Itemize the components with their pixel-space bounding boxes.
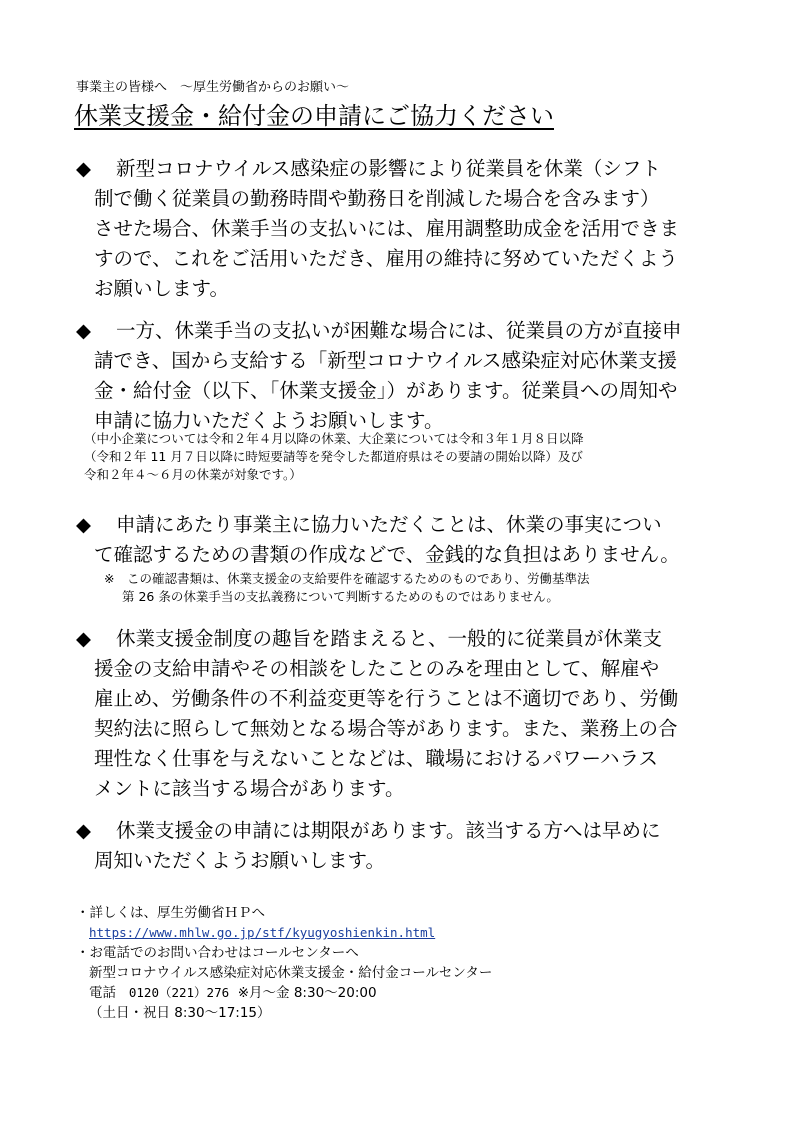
paragraph-2 <box>76 316 726 436</box>
paragraph-3-note <box>104 570 589 606</box>
paragraph-line: ◆ 休業支援金制度の趣旨を踏まえると、一般的に従業員が休業支 <box>76 624 726 654</box>
diamond-bullet-icon: ◆ <box>76 627 91 650</box>
paragraph-line: ◆ 一方、休業手当の支払いが困難な場合には、従業員の方が直接申 <box>76 316 726 346</box>
paragraph-line: お願いします。 <box>94 277 229 300</box>
diamond-bullet-icon: ◆ <box>76 513 91 536</box>
phone-label: ・お電話でのお問い合わせはコールセンターへ <box>76 945 359 961</box>
paragraph-3 <box>76 510 726 570</box>
diamond-bullet-icon: ◆ <box>76 157 91 180</box>
paragraph-line: 理性なく仕事を与えないことなどは、職場におけるパワーハラス <box>94 747 658 770</box>
details-label: ・詳しくは、厚生労働省ＨＰへ <box>76 905 265 921</box>
paragraph-line: メントに該当する場合があります。 <box>94 777 405 800</box>
paragraph-line: 請でき、国から支給する「新型コロナウイルス感染症対応休業支援 <box>94 349 678 372</box>
paragraph-line: て確認するための書類の作成などで、金銭的な負担はありません。 <box>94 543 680 566</box>
paragraph-line: 雇止め、労働条件の不利益変更等を行うことは不適切であり、労働 <box>94 687 679 710</box>
paragraph-line: すので、これをご活用いただき、雇用の維持に努めていただくよう <box>94 247 678 270</box>
mhlw-link[interactable]: https://www.mhlw.go.jp/stf/kyugyoshienkin.html <box>89 925 436 940</box>
paragraph-5 <box>76 816 726 876</box>
paragraph-1 <box>76 154 726 304</box>
paragraph-line: ◆ 新型コロナウイルス感染症の影響により従業員を休業（シフト <box>76 154 726 184</box>
paragraph-4 <box>76 624 726 804</box>
page-title: 休業支援金・給付金の申請にご協力ください <box>74 102 554 130</box>
paragraph-line: ◆ 申請にあたり事業主に協力いただくことは、休業の事実につい <box>76 510 726 540</box>
note-line: ※ この確認書類は、休業支援金の支給要件を確認するためのものであり、労働基準法 <box>104 571 590 586</box>
url-line <box>76 923 492 943</box>
paragraph-line: 申請に協力いただくようお願いします。 <box>94 409 444 432</box>
note-line: 第 26 条の休業手当の支払義務について判断するためのものではありません。 <box>122 589 559 604</box>
diamond-bullet-icon: ◆ <box>76 319 91 342</box>
paragraph-line: 金・給付金（以下、「休業支援金」）があります。従業員への周知や <box>94 379 678 402</box>
call-center-name: 新型コロナウイルス感染症対応休業支援金・給付金コールセンター <box>89 965 493 981</box>
paragraph-line: 契約法に照らして無効となる場合等があります。また、業務上の合 <box>94 717 678 740</box>
note-line: （令和２年 11 月７日以降に時短要請等を発令した都道府県はその要請の開始以降）及び <box>84 449 583 464</box>
paragraph-line: 援金の支給申請やその相談をしたことのみを理由として、解雇や <box>94 657 660 680</box>
phone-prefix: 電話 <box>89 985 116 1001</box>
note-line: 令和２年４～６月の休業が対象です。） <box>84 467 302 482</box>
phone-number: 0120（221）276 <box>128 985 230 1000</box>
paragraph-line: させた場合、休業手当の支払いには、雇用調整助成金を活用できま <box>94 217 680 240</box>
phone-line <box>76 983 492 1003</box>
paragraph-line: 制で働く従業員の勤務時間や勤務日を削減した場合を含みます） <box>94 187 660 210</box>
paragraph-line: ◆ 休業支援金の申請には期限があります。該当する方へは早めに <box>76 816 726 846</box>
weekend-hours: （土日・祝日 8:30～17:15） <box>89 1005 271 1021</box>
paragraph-line: 周知いただくようお願いします。 <box>94 849 385 872</box>
note-line: （中小企業については令和２年４月以降の休業、大企業については令和３年１月８日以降 <box>84 431 584 446</box>
contact-info <box>76 903 492 1023</box>
weekday-hours: ※月～金 8:30～20:00 <box>237 985 377 1001</box>
diamond-bullet-icon: ◆ <box>76 819 91 842</box>
page-preheader: 事業主の皆様へ ～厚生労働省からのお願い～ <box>76 80 350 95</box>
paragraph-2-note <box>84 430 584 484</box>
